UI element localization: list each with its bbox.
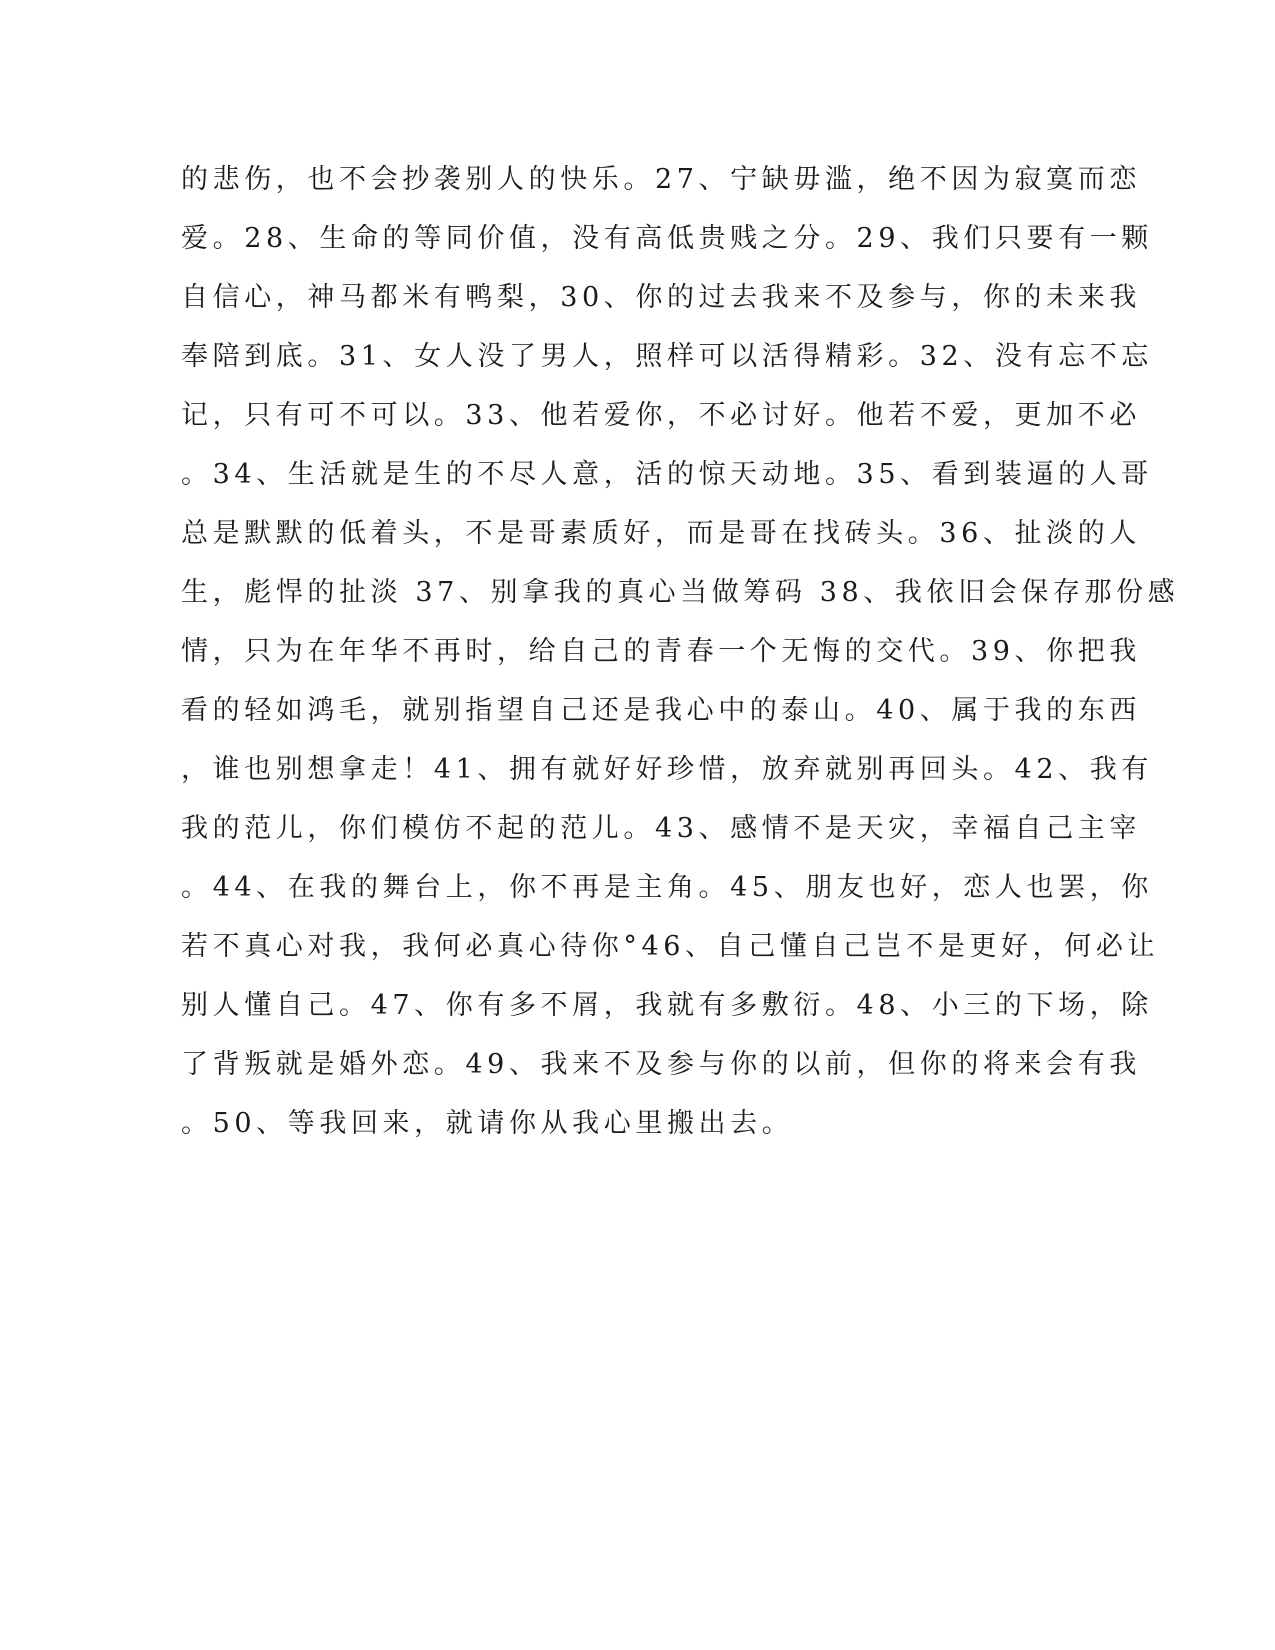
text-line: 看的轻如鸿毛，就别指望自己还是我心中的泰山。40、属于我的东西 bbox=[181, 695, 1141, 726]
text-line: 总是默默的低着头，不是哥素质好，而是哥在找砖头。36、扯淡的人 bbox=[181, 518, 1141, 549]
body-text bbox=[181, 157, 1180, 1160]
text-line: 记，只有可不可以。33、他若爱你，不必讨好。他若不爱，更加不必 bbox=[181, 400, 1141, 431]
text-line: 。44、在我的舞台上，你不再是主角。45、朋友也好，恋人也罢，你 bbox=[181, 872, 1153, 903]
text-line: ，谁也别想拿走！41、拥有就好好珍惜，放弃就别再回头。42、我有 bbox=[181, 754, 1153, 785]
text-line: 若不真心对我，我何必真心待你°46、自己懂自己岂不是更好，何必让 bbox=[181, 931, 1160, 962]
text-line: 爱。28、生命的等同价值，没有高低贵贱之分。29、我们只要有一颗 bbox=[181, 223, 1153, 254]
text-line: 。50、等我回来，就请你从我心里搬出去。 bbox=[181, 1108, 794, 1139]
text-line: 奉陪到底。31、女人没了男人，照样可以活得精彩。32、没有忘不忘 bbox=[181, 341, 1153, 372]
text-line: 的悲伤，也不会抄袭别人的快乐。27、宁缺毋滥，绝不因为寂寞而恋 bbox=[181, 164, 1141, 195]
text-line: 。34、生活就是生的不尽人意，活的惊天动地。35、看到装逼的人哥 bbox=[181, 459, 1153, 490]
text-line: 生，彪悍的扯淡 37、别拿我的真心当做筹码 38、我依旧会保存那份感 bbox=[181, 577, 1180, 608]
text-line: 我的范儿，你们模仿不起的范儿。43、感情不是天灾，幸福自己主宰 bbox=[181, 813, 1141, 844]
text-line: 了背叛就是婚外恋。49、我来不及参与你的以前，但你的将来会有我 bbox=[181, 1049, 1141, 1080]
text-line: 别人懂自己。47、你有多不屑，我就有多敷衍。48、小三的下场，除 bbox=[181, 990, 1153, 1021]
text-line: 自信心，神马都米有鸭梨，30、你的过去我来不及参与，你的未来我 bbox=[181, 282, 1141, 313]
text-line: 情，只为在年华不再时，给自己的青春一个无悔的交代。39、你把我 bbox=[181, 636, 1141, 667]
